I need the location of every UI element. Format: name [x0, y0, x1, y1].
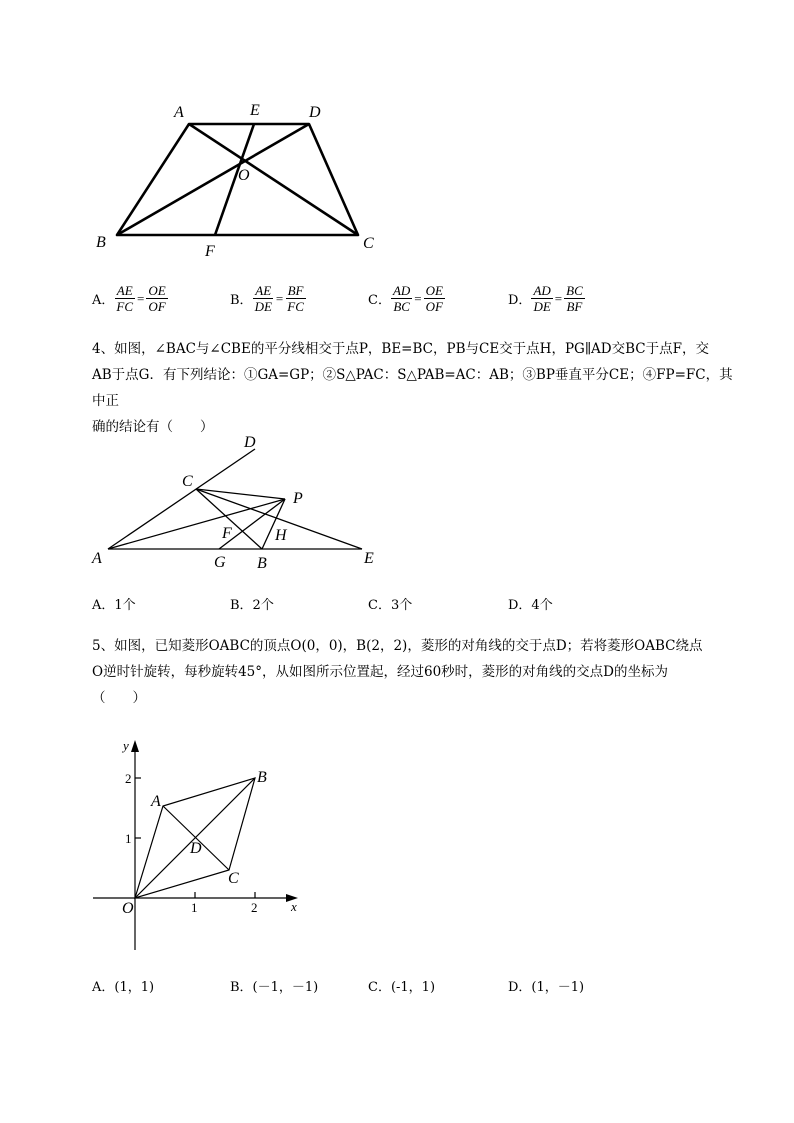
origin-label: O [122, 900, 134, 917]
tick-label-y-1: 1 [125, 831, 132, 846]
label-d: D [309, 104, 321, 121]
label-f: F [205, 243, 215, 260]
q5-option-a[interactable]: A．(1，1) [92, 980, 155, 995]
option-letter: B． [230, 293, 253, 308]
question-5-line-2: O逆时针旋转，每秒旋转45°，从如图所示位置起，经过60秒时，菱形的对角线的交点D的坐标为 [92, 664, 668, 680]
tick-label-x-1: 1 [191, 900, 198, 915]
tick-label-x-2: 2 [251, 900, 258, 915]
q4-option-b[interactable]: B．2个 [230, 598, 274, 613]
label-a: A [174, 104, 184, 121]
label-c: C [182, 473, 193, 490]
label-e: E [250, 102, 260, 119]
q5-option-d[interactable]: D．(1，－1) [508, 980, 585, 995]
denominator: BF [566, 299, 583, 314]
question-5-line-3: （ ） [92, 690, 146, 706]
label-c: C [228, 870, 239, 887]
denominator: DE [254, 299, 272, 314]
axis-x-label: x [291, 899, 297, 914]
equals-sign: = [554, 290, 563, 306]
q5-option-b[interactable]: B．(－1，－1) [230, 980, 319, 995]
numerator: OE [148, 283, 166, 298]
question-4-line-1: 4、如图，∠BAC与∠CBE的平分线相交于点P，BE=BC，PB与CE交于点H，PG∥AD交BC于点F，交 [92, 341, 709, 357]
label-c: C [363, 235, 374, 252]
label-b: B [257, 555, 267, 572]
label-f: F [222, 525, 232, 542]
label-a: A [92, 550, 102, 567]
q5-options [92, 976, 712, 995]
label-e: E [364, 550, 374, 567]
label-g: G [214, 554, 226, 571]
numerator: AD [392, 283, 411, 298]
numerator: BC [566, 283, 583, 298]
denominator: FC [287, 299, 304, 314]
q4-option-a[interactable]: A．1个 [92, 598, 136, 613]
option-letter: A． [92, 293, 115, 308]
label-o: O [238, 167, 250, 184]
option-letter: D． [508, 293, 532, 308]
numerator: AE [116, 283, 133, 298]
axis-y-label: y [123, 738, 129, 753]
question-4-line-3: 确的结论有（ ） [92, 419, 214, 435]
equals-sign: = [275, 290, 284, 306]
q5-option-c[interactable]: C．(-1，1) [368, 980, 436, 995]
numerator: AE [255, 283, 272, 298]
question-4-line-2: AB于点G．有下列结论：①GA=GP；②S△PAC：S△PAB=AC：AB；③BP垂直平分CE；④FP=FC，其中正 [92, 367, 733, 409]
equals-sign: = [414, 290, 422, 306]
label-b: B [96, 234, 106, 251]
denominator: FC [116, 299, 134, 314]
label-d: D [244, 434, 256, 451]
option-letter: C． [368, 293, 391, 308]
numerator: AD [533, 283, 551, 298]
denominator: OF [148, 299, 166, 314]
tick-label-y-2: 2 [125, 771, 132, 786]
label-d: D [190, 840, 202, 857]
q4-option-c[interactable]: C．3个 [368, 598, 413, 613]
q4-option-d[interactable]: D．4个 [508, 598, 553, 613]
question-5-line-1: 5、如图，已知菱形OABC的顶点O(0，0)，B(2，2)，菱形的对角线的交于点D；若将菱形OABC绕点 [92, 638, 703, 654]
equals-sign: = [137, 290, 145, 306]
numerator: OE [425, 283, 443, 298]
label-p: P [293, 490, 303, 507]
label-h: H [275, 527, 287, 544]
numerator: BF [287, 283, 304, 298]
y-axis-arrow-icon [131, 740, 139, 752]
label-a: A [151, 793, 161, 810]
denominator: DE [533, 299, 551, 314]
denominator: BC [393, 299, 410, 314]
denominator: OF [425, 299, 443, 314]
label-b: B [257, 769, 267, 786]
